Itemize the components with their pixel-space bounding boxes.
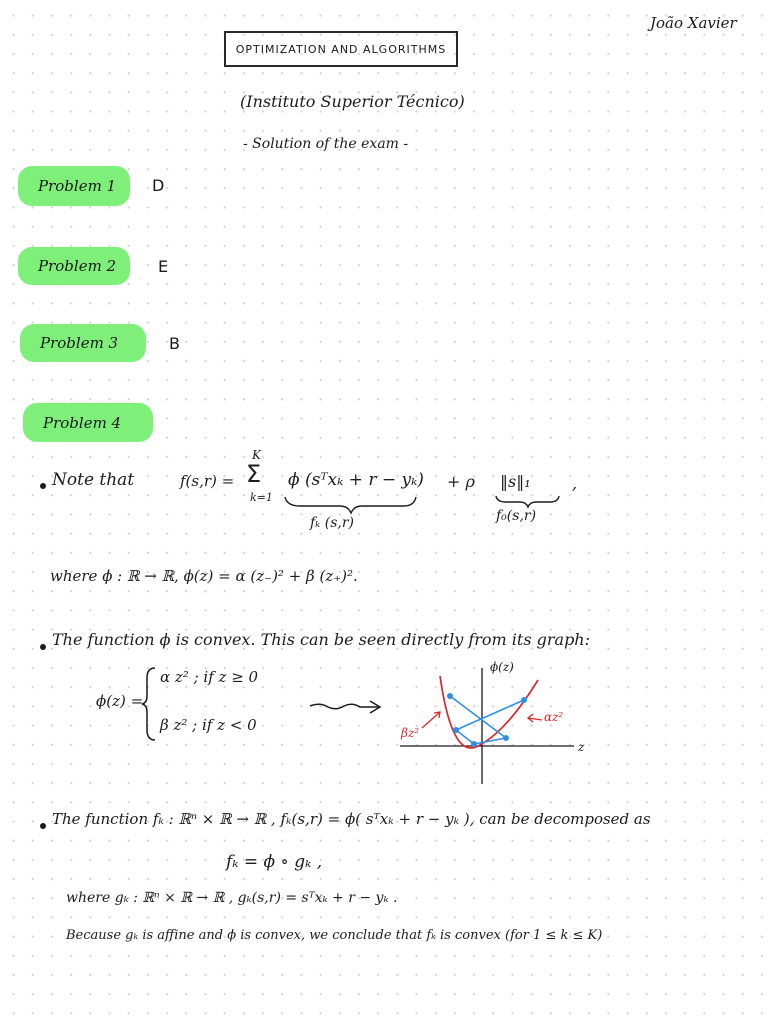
arrow-to-graph (306, 698, 386, 718)
phi-case-2: β z² ; if z < 0 (160, 716, 257, 734)
phi-case-1: α z² ; if z ≥ 0 (160, 668, 259, 686)
right-label-arrow (528, 714, 542, 722)
conclusion-line: Because gₖ is affine and ϕ is convex, we conclude that fₖ is convex (for 1 ≤ k ≤ K) (66, 928, 603, 943)
fk-line: The function fₖ : ℝⁿ × ℝ → ℝ , fₖ(s,r) = ϕ( sᵀxₖ + r − yₖ ), can be decomposed as (52, 810, 651, 828)
left-label-arrow (422, 712, 440, 728)
problem-1-answer: D (152, 176, 165, 195)
author-name: João Xavier (650, 14, 737, 32)
gk-line: where gₖ : ℝⁿ × ℝ → ℝ , gₖ(s,r) = sᵀxₖ + r − yₖ . (66, 890, 398, 906)
chord-lines (450, 696, 524, 744)
phi-curve (440, 676, 538, 748)
underbrace-f0 (496, 496, 559, 507)
compose-line: fₖ = ϕ ∘ gₖ , (226, 852, 323, 872)
sum-top: K (252, 448, 261, 462)
norm-term: ‖s‖₁ (500, 472, 531, 491)
phi-graph (396, 660, 596, 790)
problem-1-label: Problem 1 (18, 166, 130, 206)
phi-def-brace (140, 666, 160, 742)
institution: (Instituto Superior Técnico) (240, 92, 465, 111)
f0-label: f₀(s,r) (496, 508, 537, 524)
problem-2-label: Problem 2 (18, 247, 130, 285)
fk-label: fₖ (s,r) (310, 515, 354, 531)
course-title: OPTIMIZATION AND ALGORITHMS (235, 42, 447, 56)
graph-right-label: αz² (544, 710, 564, 724)
subtitle: - Solution of the exam - (243, 136, 409, 152)
convex-line: The function ϕ is convex. This can be seen directly from its graph: (52, 630, 590, 649)
note-intro: Note that (52, 470, 135, 490)
bullet-3 (40, 823, 46, 829)
graph-xlabel: z (578, 740, 585, 754)
bullet-1 (40, 483, 46, 489)
bullet-2 (40, 644, 46, 650)
underbrace-fk (285, 497, 416, 513)
graph-left-label: βz² (401, 726, 420, 740)
phi-def-lhs: ϕ(z) = (96, 692, 144, 710)
plus-rho: + ρ (447, 472, 475, 491)
sum-bottom: k=1 (250, 491, 273, 504)
comma-1: , (572, 474, 578, 493)
chord-points (447, 693, 527, 747)
course-title-box (224, 31, 458, 67)
problem-2-answer: E (158, 257, 169, 276)
where-line: where ϕ : ℝ → ℝ, ϕ(z) = α (z₋)² + β (z₊)². (50, 567, 358, 585)
problem-3-label: Problem 3 (20, 324, 146, 362)
problem-3-answer: B (169, 334, 180, 353)
problem-4-label: Problem 4 (23, 403, 153, 442)
graph-ylabel: ϕ(z) (490, 660, 514, 674)
f-lhs: f(s,r) = (180, 472, 235, 490)
sum-term: ϕ (sᵀxₖ + r − yₖ) (288, 470, 424, 490)
sum-symbol: Σ (246, 460, 262, 488)
